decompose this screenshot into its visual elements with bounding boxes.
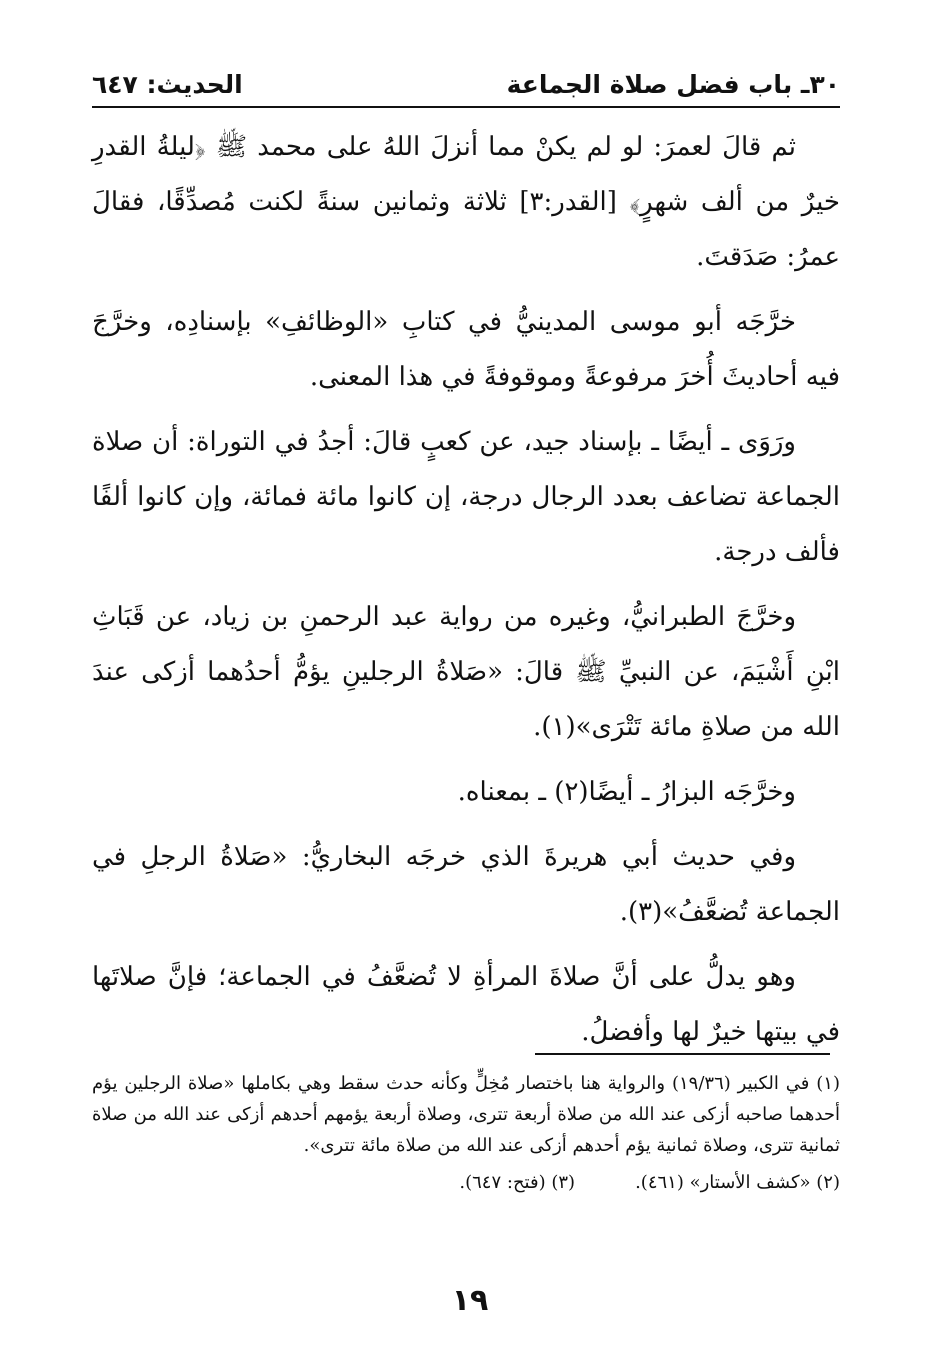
main-text xyxy=(92,120,840,1070)
paragraph: ثم قالَ لعمرَ: لو لم يكنْ مما أنزلَ اللهُ على محمد ﷺ ﴿ليلةُ القدرِ خيرٌ من ألف شهرٍ﴾ [القدر:٣] ثلاثة وثمانين سنةً لكنت مُصدِّقًا، فقالَ عمرُ: صَدَقتَ. xyxy=(92,132,841,272)
paragraph: ورَوَى ـ أيضًا ـ بإسناد جيد، عن كعبٍ قالَ: أجدُ في التوراة: أن صلاة الجماعة تضاعف بعدد الرجال درجة، إن كانوا مائة فمائة، وإن كانوا ألفًا فألف درجة. xyxy=(92,427,840,567)
footnote-1: (١) في الكبير (١٩/٣٦) والرواية هنا باختصار مُخِلٍّ وكأنه حدث سقط وهي بكاملها «صلاة الرجلين يؤم أحدهما صاحبه أزكى عند الله من صلاة أربعة تترى، وصلاة أربعة يؤمهم أحدهم أزكى عند الله من صلاة ثمانية تترى، وصلاة ثمانية يؤم أحدهم أزكى عند الله من صلاة مائة تترى». xyxy=(92,1073,840,1156)
footnotes xyxy=(92,1068,840,1198)
chapter-title: ٣٠ـ باب فضل صلاة الجماعة xyxy=(506,70,840,99)
footnote-separator xyxy=(535,1053,830,1055)
paragraph: وهو يدلُّ على أنَّ صلاةَ المرأةِ لا تُضعَّفُ في الجماعة؛ فإنَّ صلاتَها في بيتها خيرٌ لها وأفضلُ. xyxy=(92,962,840,1047)
paragraph: وخرَّجَه البزارُ ـ أيضًا(٢) ـ بمعناه. xyxy=(457,777,796,807)
footnote-3: (٣) (فتح: ٦٤٧). xyxy=(459,1172,576,1193)
paragraph: خرَّجَه أبو موسى المدينيُّ في كتابِ «الوظائفِ» بإسنادِه، وخرَّجَ فيه أحاديثَ أُخرَ مرفوعةً وموقوفةً في هذا المعنى. xyxy=(92,307,840,392)
hadith-reference: الحديث: ٦٤٧ xyxy=(92,70,243,99)
paragraph: وفي حديث أبي هريرةَ الذي خرجَه البخاريُّ: «صَلاةُ الرجلِ في الجماعة تُضعَّفُ»(٣). xyxy=(92,842,840,927)
page-number: ١٩ xyxy=(451,1283,489,1318)
paragraph: وخرَّجَ الطبرانيُّ، وغيره من رواية عبد الرحمنِ بن زياد، عن قَبَاثِ ابْنِ أَشْيَمَ، عن النبيِّ ﷺ قالَ: «صَلاةُ الرجلينِ يؤمُّ أحدُهما أزكى عندَ الله من صلاةِ مائة تَتْرَى»(١). xyxy=(92,602,840,742)
running-header xyxy=(92,66,840,108)
footnote-row xyxy=(92,1167,840,1198)
footnote-2: (٢) «كشف الأستار» (٤٦١). xyxy=(635,1172,840,1193)
